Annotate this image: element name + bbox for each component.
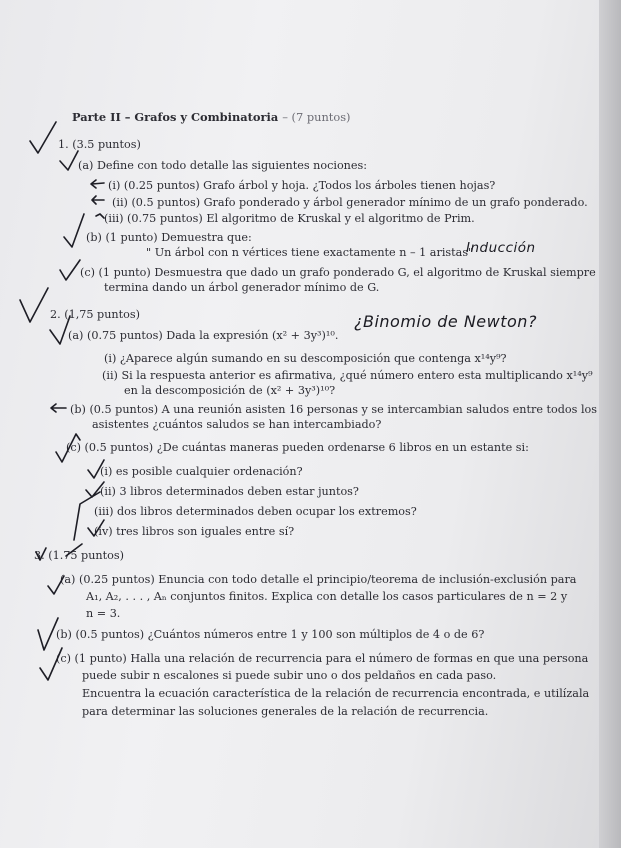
q3-a-line3: n = 3. [86, 607, 121, 620]
q3-c-line1: (c) (1 punto) Halla una relación de recurrencia para el número de formas en que una persona [56, 652, 589, 665]
checkmark-icon [88, 460, 104, 478]
q3-label: 3. (1.75 puntos) [34, 549, 124, 562]
checkmark-icon [64, 214, 104, 247]
section-title-text: Parte II – Grafos y Combinatoria [72, 110, 279, 124]
checkmark-icon [60, 260, 80, 280]
q1-b: (b) (1 punto) Demuestra que: [86, 231, 252, 244]
q3-a-line2: A₁, A₂, . . . , Aₙ conjuntos finitos. Explica con detalle los casos particulares de n = 2 y [86, 590, 568, 603]
q2-a-ii-line2: en la descomposición de (x² + 3y³)¹⁰? [124, 384, 336, 397]
q2-a: (a) (0.75 puntos) Dada la expresión (x² + 3y³)¹⁰. [68, 329, 339, 342]
q3-c-line2: puede subir n escalones si puede subir uno o dos peldaños en cada paso. [82, 669, 497, 682]
checkmark-icon [36, 548, 46, 560]
checkmark-icon [30, 122, 56, 153]
q2-c-i: (i) es posible cualquier ordenación? [100, 465, 303, 478]
strike-mark [66, 544, 82, 556]
q2-a-handwritten-note: ¿Binomio de Newton? [354, 312, 537, 331]
checkmark-icon [88, 520, 104, 536]
q3-c-line3: Encuentra la ecuación característica de la relación de recurrencia encontrada, e utilízala [82, 687, 590, 700]
checkmark-icon [60, 151, 78, 170]
q2-c-iv: (iv) tres libros son iguales entre sí? [94, 525, 295, 538]
q3-b: (b) (0.5 puntos) ¿Cuántos números entre 1 y 100 son múltiplos de 4 o de 6? [56, 628, 485, 641]
q1-c-line1: (c) (1 punto) Desmuestra que dado un grafo ponderado G, el algoritmo de Kruskal siempre [80, 266, 596, 279]
q2-b-line1: (b) (0.5 puntos) A una reunión asisten 16 personas y se intercambian saludos entre todos los [70, 403, 598, 416]
q2-c-iii: (iii) dos libros determinados deben ocupar los extremos? [94, 505, 417, 518]
q1-a-i: (i) (0.25 puntos) Grafo árbol y hoja. ¿Todos los árboles tienen hojas? [108, 179, 496, 192]
q1-c-line2: termina dando un árbol generador mínimo de G. [104, 281, 380, 294]
q2-b-line2: asistentes ¿cuántos saludos se han intercambiado? [92, 418, 382, 431]
q2-label: 2. (1,75 puntos) [50, 308, 140, 321]
q1-a-iii: (iii) (0.75 puntos) El algoritmo de Kruskal y el algoritmo de Prim. [104, 212, 475, 225]
q1-a: (a) Define con todo detalle las siguientes nociones: [78, 159, 368, 172]
checkmark-icon [48, 576, 64, 594]
section-points: – (7 puntos) [282, 110, 351, 124]
q1-b-handwritten-note: Inducción [466, 240, 536, 256]
checkmark-icon [38, 618, 58, 650]
checkmark-icon [56, 434, 80, 462]
q2-a-i: (i) ¿Aparece algún sumando en su descomposición que contenga x¹⁴y⁹? [104, 352, 507, 365]
checkmark-icon [50, 316, 70, 344]
checkmark-icon [20, 288, 48, 322]
q2-c-ii: (ii) 3 libros determinados deben estar juntos? [100, 485, 359, 498]
q3-c-line4: para determinar las soluciones generales de la relación de recurrencia. [82, 705, 489, 718]
q2-a-ii-line1: (ii) Si la respuesta anterior es afirmativa, ¿qué número entero esta multiplicando x¹⁴y⁹ [102, 369, 593, 382]
q2-c: (c) (0.5 puntos) ¿De cuántas maneras pueden ordenarse 6 libros en un estante si: [66, 441, 529, 454]
q1-a-ii: (ii) (0.5 puntos) Grafo ponderado y árbol generador mínimo de un grafo ponderado. [112, 196, 588, 209]
q1-label: 1. (3.5 puntos) [58, 138, 141, 151]
checkmark-icon [40, 648, 62, 680]
arrow-icon [51, 404, 66, 412]
arrow-icon [92, 196, 104, 204]
arrow-icon [91, 180, 104, 188]
q3-a-line1: (a) (0.25 puntos) Enuncia con todo detalle el principio/teorema de inclusión-exclusión para [60, 573, 577, 586]
q1-b-quote: " Un árbol con n vértices tiene exactamente n – 1 aristas" [146, 246, 474, 259]
